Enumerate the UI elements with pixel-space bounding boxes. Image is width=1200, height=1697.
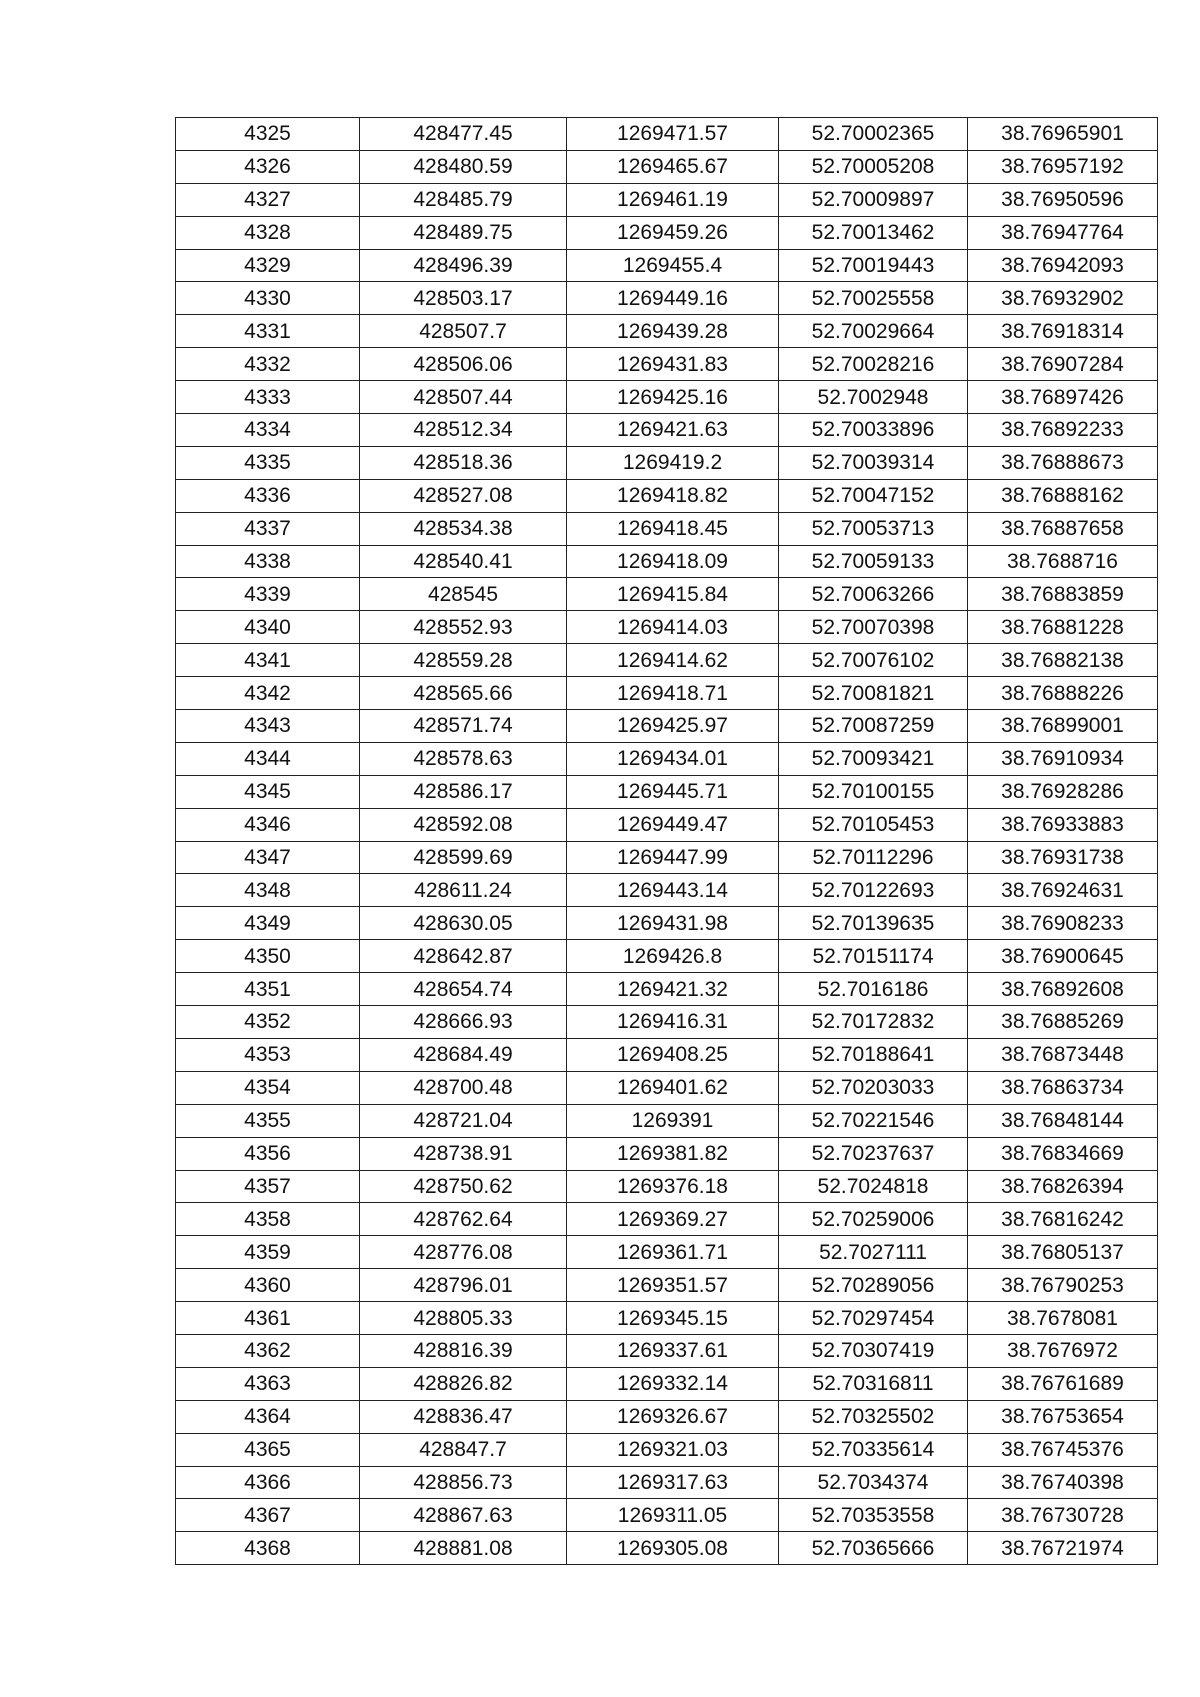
x-coordinate-cell: 428477.45 xyxy=(360,118,567,151)
table-row xyxy=(176,315,1158,348)
x-coordinate-cell: 428503.17 xyxy=(360,282,567,315)
longitude-cell: 38.76918314 xyxy=(968,315,1158,348)
latitude-cell: 52.70070398 xyxy=(779,611,968,644)
x-coordinate-cell: 428805.33 xyxy=(360,1302,567,1335)
latitude-cell: 52.70100155 xyxy=(779,775,968,808)
latitude-cell: 52.70033896 xyxy=(779,414,968,447)
point-number-cell: 4337 xyxy=(176,512,360,545)
table-row xyxy=(176,1269,1158,1302)
latitude-cell: 52.70297454 xyxy=(779,1302,968,1335)
table-row xyxy=(176,1104,1158,1137)
point-number-cell: 4351 xyxy=(176,973,360,1006)
latitude-cell: 52.70009897 xyxy=(779,183,968,216)
x-coordinate-cell: 428721.04 xyxy=(360,1104,567,1137)
x-coordinate-cell: 428738.91 xyxy=(360,1137,567,1170)
latitude-cell: 52.70028216 xyxy=(779,348,968,381)
table-row xyxy=(176,841,1158,874)
longitude-cell: 38.76721974 xyxy=(968,1532,1158,1565)
longitude-cell: 38.76730728 xyxy=(968,1499,1158,1532)
y-coordinate-cell: 1269414.62 xyxy=(567,644,779,677)
y-coordinate-cell: 1269415.84 xyxy=(567,578,779,611)
latitude-cell: 52.70259006 xyxy=(779,1203,968,1236)
table-row xyxy=(176,1400,1158,1433)
point-number-cell: 4352 xyxy=(176,1006,360,1039)
table-row xyxy=(176,710,1158,743)
latitude-cell: 52.70335614 xyxy=(779,1433,968,1466)
longitude-cell: 38.76881228 xyxy=(968,611,1158,644)
table-row xyxy=(176,1137,1158,1170)
longitude-cell: 38.76931738 xyxy=(968,841,1158,874)
longitude-cell: 38.76885269 xyxy=(968,1006,1158,1039)
table-row xyxy=(176,1334,1158,1367)
latitude-cell: 52.70325502 xyxy=(779,1400,968,1433)
y-coordinate-cell: 1269426.8 xyxy=(567,940,779,973)
table-row xyxy=(176,282,1158,315)
longitude-cell: 38.7688716 xyxy=(968,545,1158,578)
table-row xyxy=(176,742,1158,775)
table-row xyxy=(176,1499,1158,1532)
x-coordinate-cell: 428586.17 xyxy=(360,775,567,808)
x-coordinate-cell: 428826.82 xyxy=(360,1367,567,1400)
x-coordinate-cell: 428592.08 xyxy=(360,808,567,841)
longitude-cell: 38.76950596 xyxy=(968,183,1158,216)
table-row xyxy=(176,874,1158,907)
longitude-cell: 38.76908233 xyxy=(968,907,1158,940)
y-coordinate-cell: 1269332.14 xyxy=(567,1367,779,1400)
longitude-cell: 38.76965901 xyxy=(968,118,1158,151)
point-number-cell: 4346 xyxy=(176,808,360,841)
point-number-cell: 4348 xyxy=(176,874,360,907)
longitude-cell: 38.76928286 xyxy=(968,775,1158,808)
longitude-cell: 38.76790253 xyxy=(968,1269,1158,1302)
longitude-cell: 38.76887658 xyxy=(968,512,1158,545)
table-row xyxy=(176,644,1158,677)
latitude-cell: 52.70087259 xyxy=(779,710,968,743)
point-number-cell: 4356 xyxy=(176,1137,360,1170)
x-coordinate-cell: 428642.87 xyxy=(360,940,567,973)
table-row xyxy=(176,1006,1158,1039)
x-coordinate-cell: 428630.05 xyxy=(360,907,567,940)
point-number-cell: 4361 xyxy=(176,1302,360,1335)
y-coordinate-cell: 1269447.99 xyxy=(567,841,779,874)
longitude-cell: 38.76761689 xyxy=(968,1367,1158,1400)
latitude-cell: 52.70081821 xyxy=(779,677,968,710)
table-row xyxy=(176,1203,1158,1236)
point-number-cell: 4339 xyxy=(176,578,360,611)
y-coordinate-cell: 1269445.71 xyxy=(567,775,779,808)
y-coordinate-cell: 1269455.4 xyxy=(567,249,779,282)
point-number-cell: 4354 xyxy=(176,1071,360,1104)
latitude-cell: 52.70025558 xyxy=(779,282,968,315)
latitude-cell: 52.70289056 xyxy=(779,1269,968,1302)
x-coordinate-cell: 428507.44 xyxy=(360,381,567,414)
longitude-cell: 38.76942093 xyxy=(968,249,1158,282)
y-coordinate-cell: 1269361.71 xyxy=(567,1236,779,1269)
table-row xyxy=(176,479,1158,512)
point-number-cell: 4326 xyxy=(176,150,360,183)
longitude-cell: 38.76848144 xyxy=(968,1104,1158,1137)
point-number-cell: 4357 xyxy=(176,1170,360,1203)
latitude-cell: 52.70093421 xyxy=(779,742,968,775)
y-coordinate-cell: 1269425.97 xyxy=(567,710,779,743)
table-body xyxy=(176,118,1158,1565)
table-row xyxy=(176,1236,1158,1269)
x-coordinate-cell: 428856.73 xyxy=(360,1466,567,1499)
table-row xyxy=(176,348,1158,381)
point-number-cell: 4332 xyxy=(176,348,360,381)
latitude-cell: 52.7002948 xyxy=(779,381,968,414)
latitude-cell: 52.70112296 xyxy=(779,841,968,874)
point-number-cell: 4341 xyxy=(176,644,360,677)
point-number-cell: 4368 xyxy=(176,1532,360,1565)
table-row xyxy=(176,150,1158,183)
y-coordinate-cell: 1269311.05 xyxy=(567,1499,779,1532)
latitude-cell: 52.70059133 xyxy=(779,545,968,578)
latitude-cell: 52.70188641 xyxy=(779,1038,968,1071)
x-coordinate-cell: 428796.01 xyxy=(360,1269,567,1302)
y-coordinate-cell: 1269421.63 xyxy=(567,414,779,447)
point-number-cell: 4338 xyxy=(176,545,360,578)
point-number-cell: 4359 xyxy=(176,1236,360,1269)
y-coordinate-cell: 1269425.16 xyxy=(567,381,779,414)
latitude-cell: 52.70053713 xyxy=(779,512,968,545)
y-coordinate-cell: 1269418.09 xyxy=(567,545,779,578)
longitude-cell: 38.7678081 xyxy=(968,1302,1158,1335)
table-row xyxy=(176,611,1158,644)
point-number-cell: 4358 xyxy=(176,1203,360,1236)
x-coordinate-cell: 428489.75 xyxy=(360,216,567,249)
x-coordinate-cell: 428480.59 xyxy=(360,150,567,183)
latitude-cell: 52.70172832 xyxy=(779,1006,968,1039)
table-row xyxy=(176,118,1158,151)
latitude-cell: 52.70047152 xyxy=(779,479,968,512)
longitude-cell: 38.76888226 xyxy=(968,677,1158,710)
longitude-cell: 38.76892608 xyxy=(968,973,1158,1006)
latitude-cell: 52.70353558 xyxy=(779,1499,968,1532)
x-coordinate-cell: 428552.93 xyxy=(360,611,567,644)
table-row xyxy=(176,808,1158,841)
y-coordinate-cell: 1269418.71 xyxy=(567,677,779,710)
point-number-cell: 4349 xyxy=(176,907,360,940)
longitude-cell: 38.76888673 xyxy=(968,446,1158,479)
point-number-cell: 4325 xyxy=(176,118,360,151)
table-row xyxy=(176,1302,1158,1335)
longitude-cell: 38.76745376 xyxy=(968,1433,1158,1466)
table-row xyxy=(176,677,1158,710)
table-row xyxy=(176,940,1158,973)
latitude-cell: 52.70076102 xyxy=(779,644,968,677)
point-number-cell: 4328 xyxy=(176,216,360,249)
latitude-cell: 52.70203033 xyxy=(779,1071,968,1104)
latitude-cell: 52.70122693 xyxy=(779,874,968,907)
longitude-cell: 38.76947764 xyxy=(968,216,1158,249)
x-coordinate-cell: 428776.08 xyxy=(360,1236,567,1269)
point-number-cell: 4343 xyxy=(176,710,360,743)
x-coordinate-cell: 428700.48 xyxy=(360,1071,567,1104)
longitude-cell: 38.76863734 xyxy=(968,1071,1158,1104)
point-number-cell: 4366 xyxy=(176,1466,360,1499)
table-row xyxy=(176,545,1158,578)
latitude-cell: 52.70105453 xyxy=(779,808,968,841)
table-row xyxy=(176,446,1158,479)
y-coordinate-cell: 1269459.26 xyxy=(567,216,779,249)
y-coordinate-cell: 1269381.82 xyxy=(567,1137,779,1170)
y-coordinate-cell: 1269419.2 xyxy=(567,446,779,479)
x-coordinate-cell: 428540.41 xyxy=(360,545,567,578)
x-coordinate-cell: 428506.06 xyxy=(360,348,567,381)
latitude-cell: 52.70365666 xyxy=(779,1532,968,1565)
table-row xyxy=(176,381,1158,414)
x-coordinate-cell: 428654.74 xyxy=(360,973,567,1006)
table-row xyxy=(176,1071,1158,1104)
x-coordinate-cell: 428507.7 xyxy=(360,315,567,348)
point-number-cell: 4360 xyxy=(176,1269,360,1302)
x-coordinate-cell: 428816.39 xyxy=(360,1334,567,1367)
longitude-cell: 38.76957192 xyxy=(968,150,1158,183)
latitude-cell: 52.70237637 xyxy=(779,1137,968,1170)
longitude-cell: 38.76907284 xyxy=(968,348,1158,381)
y-coordinate-cell: 1269305.08 xyxy=(567,1532,779,1565)
point-number-cell: 4330 xyxy=(176,282,360,315)
point-number-cell: 4362 xyxy=(176,1334,360,1367)
x-coordinate-cell: 428534.38 xyxy=(360,512,567,545)
table-row xyxy=(176,578,1158,611)
y-coordinate-cell: 1269321.03 xyxy=(567,1433,779,1466)
y-coordinate-cell: 1269434.01 xyxy=(567,742,779,775)
x-coordinate-cell: 428565.66 xyxy=(360,677,567,710)
longitude-cell: 38.76892233 xyxy=(968,414,1158,447)
y-coordinate-cell: 1269471.57 xyxy=(567,118,779,151)
y-coordinate-cell: 1269345.15 xyxy=(567,1302,779,1335)
x-coordinate-cell: 428578.63 xyxy=(360,742,567,775)
latitude-cell: 52.70307419 xyxy=(779,1334,968,1367)
latitude-cell: 52.7027111 xyxy=(779,1236,968,1269)
latitude-cell: 52.70019443 xyxy=(779,249,968,282)
table-row xyxy=(176,1038,1158,1071)
longitude-cell: 38.76834669 xyxy=(968,1137,1158,1170)
x-coordinate-cell: 428545 xyxy=(360,578,567,611)
y-coordinate-cell: 1269401.62 xyxy=(567,1071,779,1104)
longitude-cell: 38.76932902 xyxy=(968,282,1158,315)
longitude-cell: 38.76888162 xyxy=(968,479,1158,512)
y-coordinate-cell: 1269449.47 xyxy=(567,808,779,841)
point-number-cell: 4334 xyxy=(176,414,360,447)
point-number-cell: 4340 xyxy=(176,611,360,644)
table-row xyxy=(176,216,1158,249)
y-coordinate-cell: 1269351.57 xyxy=(567,1269,779,1302)
latitude-cell: 52.70151174 xyxy=(779,940,968,973)
point-number-cell: 4350 xyxy=(176,940,360,973)
x-coordinate-cell: 428599.69 xyxy=(360,841,567,874)
point-number-cell: 4347 xyxy=(176,841,360,874)
x-coordinate-cell: 428496.39 xyxy=(360,249,567,282)
coordinates-table xyxy=(175,117,1158,1565)
y-coordinate-cell: 1269337.61 xyxy=(567,1334,779,1367)
x-coordinate-cell: 428762.64 xyxy=(360,1203,567,1236)
y-coordinate-cell: 1269408.25 xyxy=(567,1038,779,1071)
latitude-cell: 52.70013462 xyxy=(779,216,968,249)
longitude-cell: 38.76897426 xyxy=(968,381,1158,414)
table-row xyxy=(176,1367,1158,1400)
latitude-cell: 52.70063266 xyxy=(779,578,968,611)
y-coordinate-cell: 1269369.27 xyxy=(567,1203,779,1236)
point-number-cell: 4363 xyxy=(176,1367,360,1400)
point-number-cell: 4355 xyxy=(176,1104,360,1137)
table-row xyxy=(176,1433,1158,1466)
x-coordinate-cell: 428684.49 xyxy=(360,1038,567,1071)
x-coordinate-cell: 428512.34 xyxy=(360,414,567,447)
latitude-cell: 52.70221546 xyxy=(779,1104,968,1137)
y-coordinate-cell: 1269449.16 xyxy=(567,282,779,315)
latitude-cell: 52.70002365 xyxy=(779,118,968,151)
latitude-cell: 52.70039314 xyxy=(779,446,968,479)
longitude-cell: 38.76805137 xyxy=(968,1236,1158,1269)
table-row xyxy=(176,973,1158,1006)
latitude-cell: 52.70316811 xyxy=(779,1367,968,1400)
longitude-cell: 38.76900645 xyxy=(968,940,1158,973)
x-coordinate-cell: 428666.93 xyxy=(360,1006,567,1039)
table-row xyxy=(176,775,1158,808)
x-coordinate-cell: 428867.63 xyxy=(360,1499,567,1532)
y-coordinate-cell: 1269376.18 xyxy=(567,1170,779,1203)
latitude-cell: 52.7034374 xyxy=(779,1466,968,1499)
x-coordinate-cell: 428518.36 xyxy=(360,446,567,479)
longitude-cell: 38.76883859 xyxy=(968,578,1158,611)
y-coordinate-cell: 1269326.67 xyxy=(567,1400,779,1433)
point-number-cell: 4327 xyxy=(176,183,360,216)
longitude-cell: 38.76753654 xyxy=(968,1400,1158,1433)
x-coordinate-cell: 428527.08 xyxy=(360,479,567,512)
y-coordinate-cell: 1269416.31 xyxy=(567,1006,779,1039)
longitude-cell: 38.76816242 xyxy=(968,1203,1158,1236)
table-row xyxy=(176,183,1158,216)
table-row xyxy=(176,1170,1158,1203)
table-row xyxy=(176,249,1158,282)
latitude-cell: 52.70139635 xyxy=(779,907,968,940)
table-row xyxy=(176,1532,1158,1565)
x-coordinate-cell: 428571.74 xyxy=(360,710,567,743)
longitude-cell: 38.7676972 xyxy=(968,1334,1158,1367)
x-coordinate-cell: 428485.79 xyxy=(360,183,567,216)
y-coordinate-cell: 1269439.28 xyxy=(567,315,779,348)
point-number-cell: 4342 xyxy=(176,677,360,710)
y-coordinate-cell: 1269431.98 xyxy=(567,907,779,940)
point-number-cell: 4329 xyxy=(176,249,360,282)
longitude-cell: 38.76933883 xyxy=(968,808,1158,841)
longitude-cell: 38.76873448 xyxy=(968,1038,1158,1071)
longitude-cell: 38.76910934 xyxy=(968,742,1158,775)
latitude-cell: 52.70029664 xyxy=(779,315,968,348)
table-row xyxy=(176,512,1158,545)
latitude-cell: 52.70005208 xyxy=(779,150,968,183)
y-coordinate-cell: 1269461.19 xyxy=(567,183,779,216)
point-number-cell: 4345 xyxy=(176,775,360,808)
longitude-cell: 38.76882138 xyxy=(968,644,1158,677)
point-number-cell: 4353 xyxy=(176,1038,360,1071)
x-coordinate-cell: 428836.47 xyxy=(360,1400,567,1433)
table-row xyxy=(176,1466,1158,1499)
y-coordinate-cell: 1269418.45 xyxy=(567,512,779,545)
x-coordinate-cell: 428611.24 xyxy=(360,874,567,907)
y-coordinate-cell: 1269418.82 xyxy=(567,479,779,512)
x-coordinate-cell: 428847.7 xyxy=(360,1433,567,1466)
y-coordinate-cell: 1269431.83 xyxy=(567,348,779,381)
table-row xyxy=(176,907,1158,940)
y-coordinate-cell: 1269317.63 xyxy=(567,1466,779,1499)
x-coordinate-cell: 428881.08 xyxy=(360,1532,567,1565)
point-number-cell: 4344 xyxy=(176,742,360,775)
point-number-cell: 4367 xyxy=(176,1499,360,1532)
point-number-cell: 4364 xyxy=(176,1400,360,1433)
longitude-cell: 38.76826394 xyxy=(968,1170,1158,1203)
longitude-cell: 38.76740398 xyxy=(968,1466,1158,1499)
longitude-cell: 38.76899001 xyxy=(968,710,1158,743)
longitude-cell: 38.76924631 xyxy=(968,874,1158,907)
point-number-cell: 4333 xyxy=(176,381,360,414)
y-coordinate-cell: 1269414.03 xyxy=(567,611,779,644)
latitude-cell: 52.7024818 xyxy=(779,1170,968,1203)
y-coordinate-cell: 1269443.14 xyxy=(567,874,779,907)
point-number-cell: 4365 xyxy=(176,1433,360,1466)
y-coordinate-cell: 1269465.67 xyxy=(567,150,779,183)
x-coordinate-cell: 428750.62 xyxy=(360,1170,567,1203)
latitude-cell: 52.7016186 xyxy=(779,973,968,1006)
y-coordinate-cell: 1269391 xyxy=(567,1104,779,1137)
table-row xyxy=(176,414,1158,447)
x-coordinate-cell: 428559.28 xyxy=(360,644,567,677)
point-number-cell: 4331 xyxy=(176,315,360,348)
point-number-cell: 4335 xyxy=(176,446,360,479)
y-coordinate-cell: 1269421.32 xyxy=(567,973,779,1006)
point-number-cell: 4336 xyxy=(176,479,360,512)
